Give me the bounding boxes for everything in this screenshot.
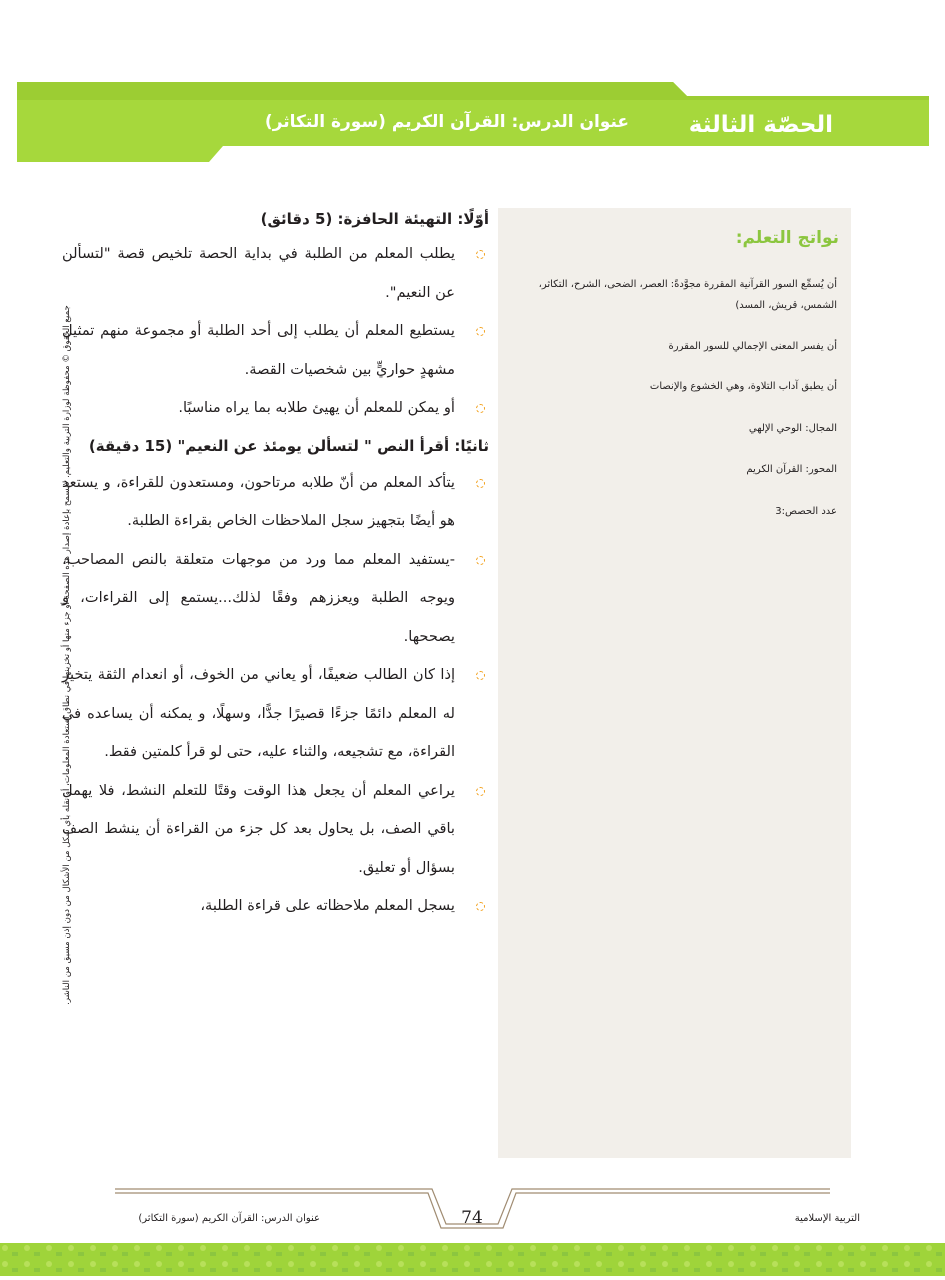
sessions-count: عدد الحصص:3: [775, 506, 837, 517]
domain-line: المجال: الوحي الإلهي: [748, 423, 837, 434]
outcome-line: أن يُسمِّع السور القرآنية المقررة مجوَّدةً: العصر، الضحى، الشرح، التكاثر،: [538, 279, 837, 290]
bullet-icon: [476, 404, 485, 413]
strip-pattern: [0, 1243, 945, 1276]
outcome-line: الشمس، قريش، المسد): [735, 300, 837, 311]
section-heading-2: [62, 428, 489, 464]
learning-outcomes-panel: [498, 208, 851, 1158]
list-item: يستطيع المعلم أن يطلب إلى أحد الطلبة أو مجموعة منهم تمثيل مشهدٍ حواريٍّ بين شخصيات القصة.: [62, 312, 489, 389]
axis-line: المحور: القرآن الكريم: [746, 464, 837, 475]
outcome-line: أن يطبق آداب التلاوة، وهي الخشوع والإنصات: [649, 381, 837, 392]
footer-subject: التربية الإسلامية: [794, 1213, 860, 1224]
section-1-time: (5 دقائق): [260, 210, 333, 228]
section-heading-1: [62, 203, 489, 235]
section-1-label: أوّلًا: التهيئة الحافزة:: [337, 210, 489, 228]
lesson-title: عنوان الدرس: القرآن الكريم (سورة التكاثر): [264, 112, 629, 132]
page-number: 74: [461, 1208, 483, 1228]
list-item: أو يمكن للمعلم أن يهيئ طلابه بما يراه مناسبًا.: [62, 389, 489, 428]
header-band: [17, 82, 929, 162]
bullet-icon: [476, 787, 485, 796]
list-item: يراعي المعلم أن يجعل هذا الوقت وقتًا للتعلم النشط، فلا يهمل باقي الصف، بل يحاول بعد كل جزء من القراءة أن ينشط الصف بسؤال أو تعليق.: [62, 772, 489, 888]
list-item: يطلب المعلم من الطلبة في بداية الحصة تلخيص قصة "لتسألن عن النعيم".: [62, 235, 489, 312]
decorative-strip: [0, 1243, 945, 1276]
list-item: يسجل المعلم ملاحظاته على قراءة الطلبة،: [62, 887, 489, 926]
list-item: يتأكد المعلم من أنّ طلابه مرتاحون، ومستعدون للقراءة، و يستعد هو أيضًا بتجهيز سجل الملاحظات الخاص بقراءة الطلبة.: [62, 464, 489, 541]
list-item: إذا كان الطالب ضعيفًا، أو يعاني من الخوف، أو انعدام الثقة يتخير له المعلم دائمًا جزءًا قصيرًا جدًّا، وسهلًا، و يمكنه أن يساعده في القراءة، مع تشجيعه، والثناء عليه، حتى لو قرأ كلمتين فقط.: [62, 656, 489, 772]
bullet-icon: [476, 250, 485, 259]
bullet-icon: [476, 671, 485, 680]
bullet-icon: [476, 902, 485, 911]
section-2-label: ثانيًا:: [454, 436, 489, 455]
bullet-icon: [476, 556, 485, 565]
bullet-icon: [476, 327, 485, 336]
lesson-body: [62, 203, 489, 926]
bullet-icon: [476, 479, 485, 488]
footer-lesson: عنوان الدرس: القرآن الكريم (سورة التكاثر): [138, 1213, 320, 1224]
outcome-line: أن يفسر المعنى الإجمالي للسور المقررة: [668, 341, 837, 352]
copyright-notice: جميع الحقوق © محفوظة لوزارة التربية والتعليم. لايسمح بإعادة إصدار هذه الصفحة أو جزء منها أو تخزينها في نطاق استعادة المعلومات، أو نقله بأي شكل من الأشكال من دون إذن مسبق من الناشر.: [62, 305, 72, 1005]
outcomes-title: نواتج التعلم:: [735, 228, 839, 248]
list-item: -يستفيد المعلم مما ورد من موجهات متعلقة بالنص المصاحب، ويوجه الطلبة ويعززهم وفقًا لذلك...يستمع إلى القراءات، و يصححها.: [62, 541, 489, 657]
session-title: الحصّة الثالثة: [688, 112, 833, 138]
section-2-text: أقرأ النص " لتسألن يومئذ عن النعيم" (15 دقيقة): [88, 436, 450, 455]
